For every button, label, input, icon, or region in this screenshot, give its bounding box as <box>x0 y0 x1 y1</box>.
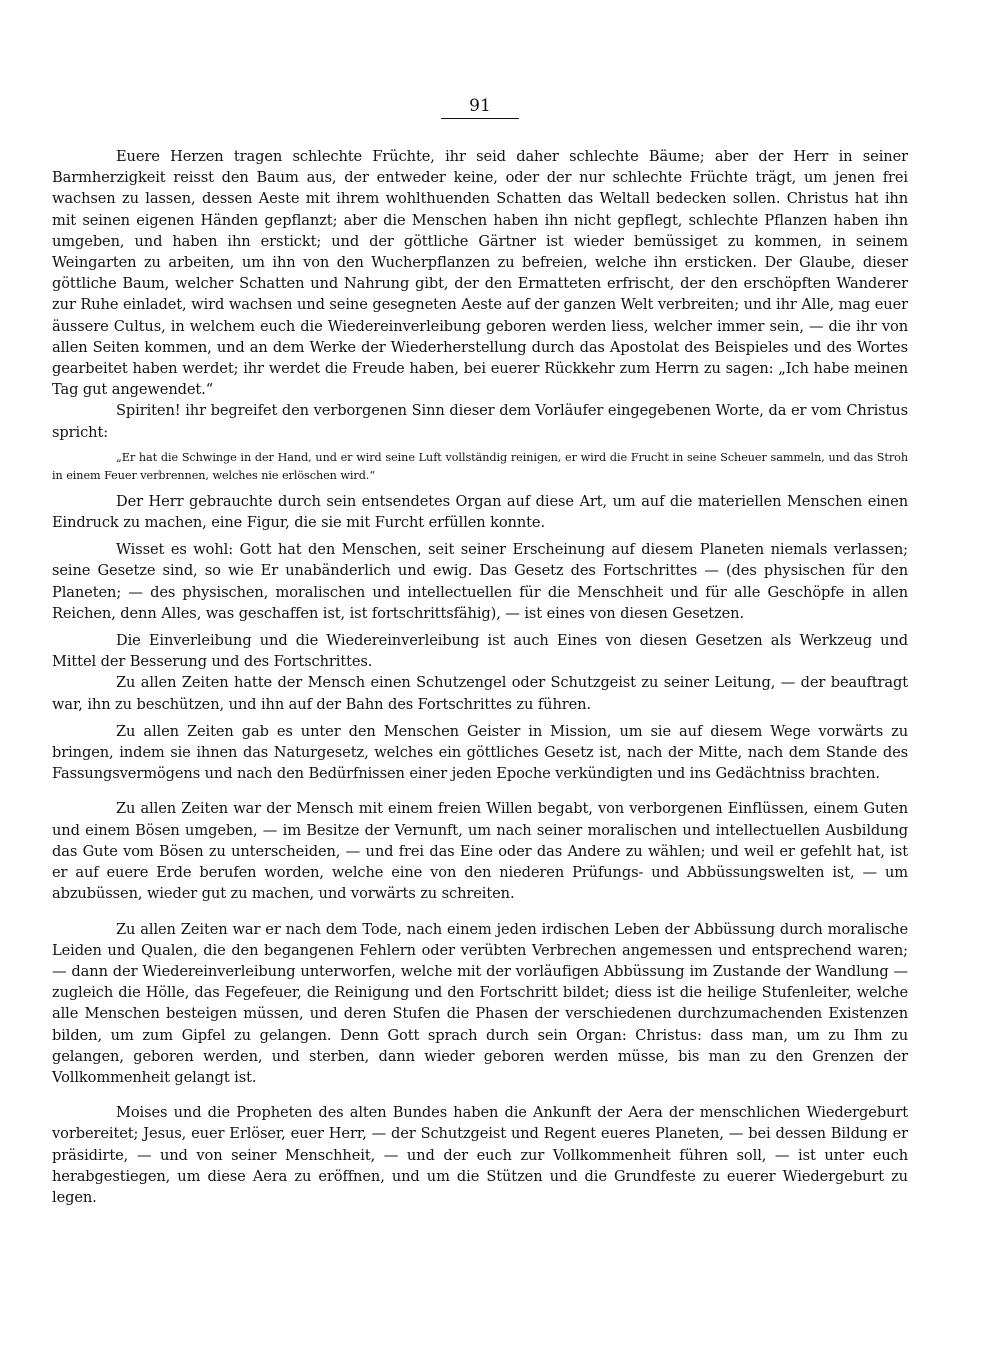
page-number-text: 91 <box>441 96 519 119</box>
paragraph-5: Die Einverleibung und die Wiedereinverleibung ist auch Eines von diesen Gesetzen als Werkzeug und Mittel der Besserung und des Fortschrittes. <box>52 632 908 671</box>
paragraph-2: Spiriten! ihr begreifet den verborgenen Sinn dieser dem Vorläufer eingegebenen Worte, da er vom Christus spricht: <box>52 402 908 441</box>
page-number <box>52 96 908 120</box>
document-page <box>52 96 908 1208</box>
paragraph-7: Zu allen Zeiten gab es unter den Menschen Geister in Mission, um sie auf diesem Wege vorwärts zu bringen, indem sie ihnen das Naturgesetz, welches ein göttliches Gesetz ist, nach der Mitte, nach dem Stande des Fassungsvermögens und nach den Bedürfnissen einer jeden Epoche verkündigten und ins Gedächtniss brachten. <box>52 722 908 783</box>
paragraph-1: Euere Herzen tragen schlechte Früchte, ihr seid daher schlechte Bäume; aber der Herr in seiner Barmherzigkeit reisst den Baum aus, der entweder keine, oder der nur schlechte Früchte trägt, um jenen frei wachsen zu lassen, dessen Aeste mit ihrem wohlthuenden Schatten das Weltall bedecken sollen. Christus hat ihn mit seinen eigenen Händen gepflanzt; aber die Menschen haben ihn nicht gepflegt, schlechte Pflanzen haben ihn umgeben, und haben ihn erstickt; und der göttliche Gärtner ist wieder bemüssiget zu kommen, in seinem Weingarten zu arbeiten, um ihn von den Wucherpflanzen zu befreien, welche ihn ersticken. Der Glaube, dieser göttliche Baum, welcher Schatten und Nahrung gibt, der den Ermatteten erfrischt, der den erschöpften Wanderer zur Ruhe einladet, wird wachsen und seine gesegneten Aeste auf der ganzen Welt verbreiten; und ihr Alle, mag euer äussere Cultus, in welchem euch die Wiedereinverleibung geboren werden liess, welcher immer sein, — die ihr von allen Seiten kommen, und an dem Werke der Wiederherstellung durch das Apostolat des Beispieles und des Wortes gearbeitet haben werdet; ihr werdet die Freude haben, bei euerer Rückkehr zum Herrn zu sagen: „Ich habe meinen Tag gut angewendet.“ <box>52 148 908 399</box>
paragraph-3: Der Herr gebrauchte durch sein entsendetes Organ auf diese Art, um auf die materiellen Menschen einen Eindruck zu machen, eine Figur, die sie mit Furcht erfüllen konnte. <box>52 492 908 532</box>
paragraph-8: Zu allen Zeiten war der Mensch mit einem freien Willen begabt, von verborgenen Einflüssen, einem Guten und einem Bösen umgeben, — im Besitze der Vernunft, um nach seiner moralischen und intellectuellen Ausbildung das Gute vom Bösen zu unterscheiden, — und frei das Eine oder das Andere zu wählen; und weil er gefehlt hat, ist er auf euere Erde berufen worden, welche eine von den niederen Prüfungs- und Abbüssungswelten ist, — um abzubüssen, wieder gut zu machen, und vorwärts zu schreiten. <box>52 800 908 903</box>
quote-paragraph: „Er hat die Schwinge in der Hand, und er wird seine Luft vollständig reinigen, er wird die Frucht in seine Scheuer sammeln, und das Stroh in einem Feuer verbrennen, welches nie erlöschen wird.“ <box>52 450 908 482</box>
paragraph-4: Wisset es wohl: Gott hat den Menschen, seit seiner Erscheinung auf diesem Planeten niemals verlassen; seine Gesetze sind, so wie Er unabänderlich und ewig. Das Gesetz des Fortschrittes — (des physischen für den Planeten; — des physischen, moralischen und intellectuellen für die Menschheit und für alle Geschöpfe in allen Reichen, denn Alles, was geschaffen ist, ist fortschrittsfähig), — ist eines von diesen Gesetzen. <box>52 541 908 622</box>
paragraph-6: Zu allen Zeiten hatte der Mensch einen Schutzengel oder Schutzgeist zu seiner Leitung, — der beauftragt war, ihn zu beschützen, und ihn auf der Bahn des Fortschrittes zu führen. <box>52 674 908 713</box>
paragraph-9: Zu allen Zeiten war er nach dem Tode, nach einem jeden irdischen Leben der Abbüssung durch moralische Leiden und Qualen, die den begangenen Fehlern oder verübten Verbrechen angemessen und entsprechend waren; — dann der Wiedereinverleibung unterworfen, welche mit der vorläufigen Abbüssung im Zustande der Wandlung — zugleich die Hölle, das Fegefeuer, die Reinigung und den Fortschritt bildet; diess ist die heilige Stufenleiter, welche alle Menschen besteigen müssen, und deren Stufen die Phasen der verschiedenen durchzumachenden Existenzen bilden, um zum Gipfel zu gelangen. Denn Gott sprach durch sein Organ: Christus: dass man, um zu Ihm zu gelangen, geboren werden, und sterben, dann wieder geboren werden müsse, bis man zu den Grenzen der Vollkommenheit gelangt ist. <box>52 920 908 1086</box>
paragraph-10: Moises und die Propheten des alten Bundes haben die Ankunft der Aera der menschlichen Wiedergeburt vorbereitet; Jesus, euer Erlöser, euer Herr, — der Schutzgeist und Regent eueres Planeten, — bei dessen Bildung er präsidirte, — und von seiner Menschheit, — und der euch zur Vollkommenheit führen soll, — ist unter euch herabgestiegen, um diese Aera zu eröffnen, und um die Stützen und die Grundfeste zu euerer Wiedergeburt zu legen. <box>52 1104 908 1206</box>
